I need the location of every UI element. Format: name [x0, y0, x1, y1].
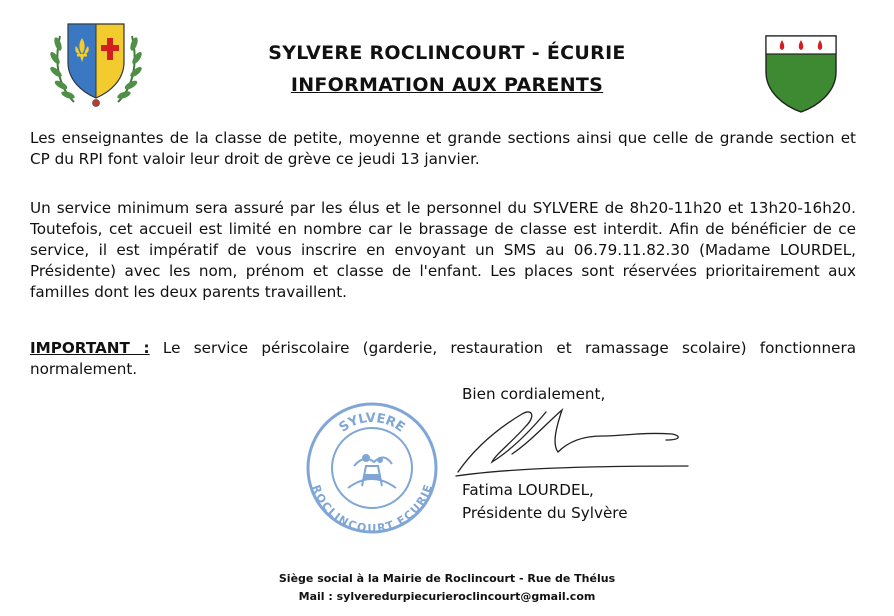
- svg-text:SYLVERE: [337, 411, 408, 436]
- svg-text:ROCLINCOURT ECURIE: [309, 483, 435, 535]
- document-title: SYLVERE ROCLINCOURT - ÉCURIE: [268, 42, 626, 64]
- minimum-service-paragraph: Un service minimum sera assuré par les élus et le personnel du SYLVERE de 8h20-11h20 et 13h20-16h20. Toutefois, cet accueil est limité en nombre car le brassage de classe est interdit. Afin de bénéficier de ce service, il est impératif de vous inscrire en envoyant un SMS au 06.79.11.82.30 (Madame LOURDEL, Présidente) avec les nom, prénom et classe de l'enfant. Les places sont réservées prioritairement aux familles dont les deux parents travaillent.: [30, 199, 856, 301]
- strike-announcement-paragraph: Les enseignantes de la classe de petite, moyenne et grande sections ainsi que celle de grande section et CP du RPI font valoir leur droit de grève ce jeudi 13 janvier.: [30, 129, 856, 168]
- important-text: Le service périscolaire (garderie, restauration et ramassage scolaire) fonctionnera normalement.: [30, 339, 856, 378]
- footer-address: Siège social à la Mairie de Roclincourt - Rue de Thélus: [278, 572, 616, 585]
- closing-greeting: Bien cordialement,: [462, 385, 606, 403]
- important-label: IMPORTANT :: [30, 339, 150, 357]
- association-stamp: [304, 400, 440, 536]
- document-subtitle: INFORMATION AUX PARENTS: [290, 74, 604, 96]
- important-paragraph: [30, 338, 856, 380]
- signatory-role: Présidente du Sylvère: [462, 504, 628, 522]
- footer-email: Mail : sylveredurpiecurieroclincourt@gmail.com: [298, 590, 596, 603]
- signatory-name: Fatima LOURDEL,: [462, 481, 594, 499]
- handwritten-signature: [452, 392, 692, 482]
- stamp-top-text: SYLVERE: [336, 410, 408, 436]
- stamp-bottom-text: ROCLINCOURT ECURIE: [309, 483, 435, 536]
